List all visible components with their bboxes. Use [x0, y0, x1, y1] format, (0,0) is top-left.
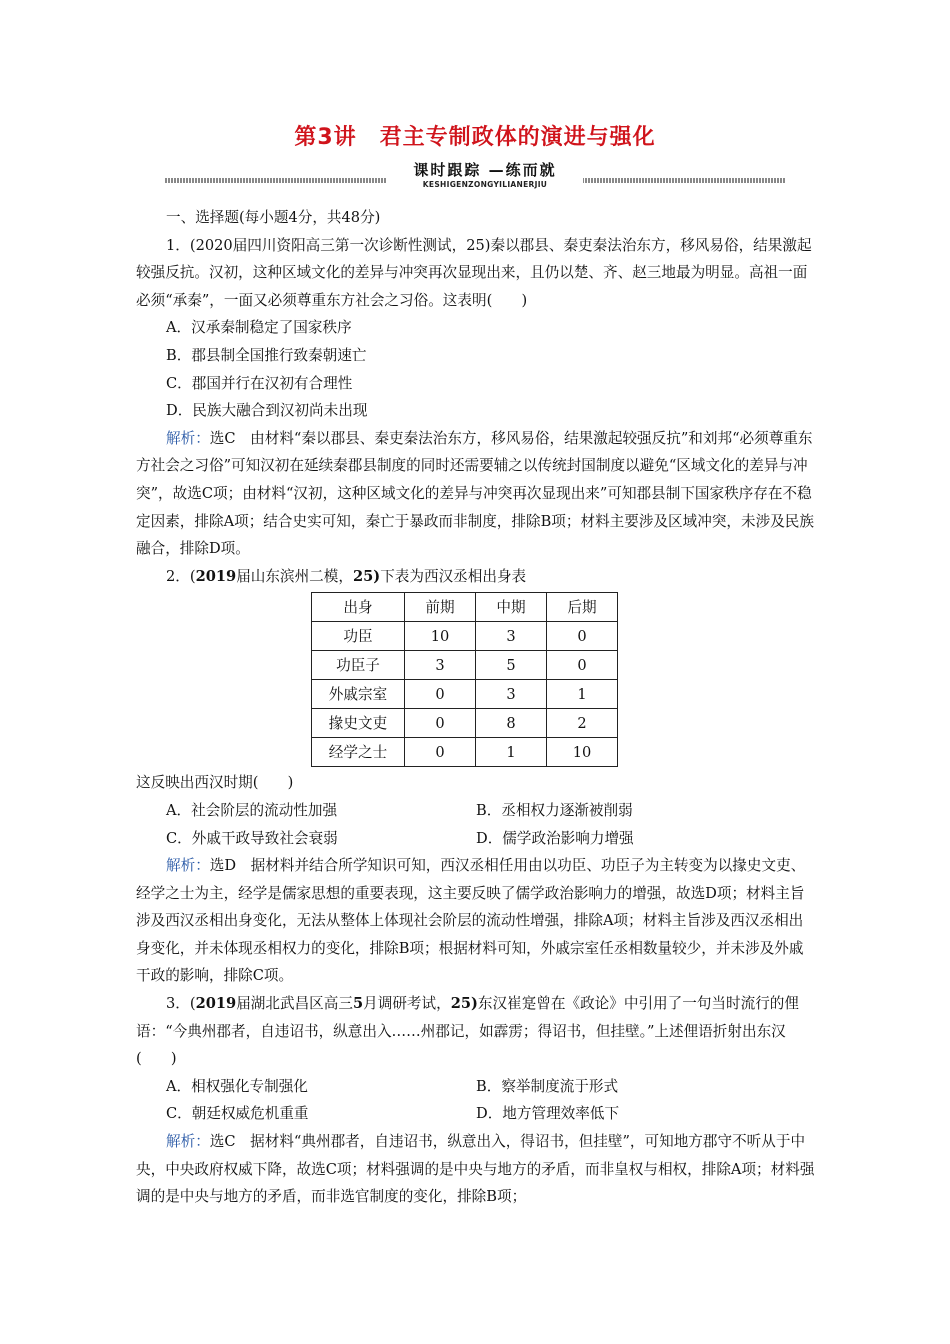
- table-cell: 5: [476, 651, 547, 680]
- table-cell: 1: [547, 680, 618, 709]
- banner-label: [387, 161, 583, 191]
- question-1-stem: 1．(2020届四川资阳高三第一次诊断性测试，25)秦以郡县、秦吏秦法治东方，移风易俗，结果激起较强反抗。汉初，这种区域文化的差异与冲突再次显现出来，且仍以楚、齐、赵三地最为明显。高祖一面必须“承秦”，一面又必须尊重东方社会之习俗。这表明( ): [136, 236, 812, 309]
- page-title: 第3讲 君主专制政体的演进与强化: [294, 125, 656, 150]
- table-cell: 掾史文吏: [312, 709, 405, 738]
- table-cell: 8: [476, 709, 547, 738]
- section-heading: 一、选择题(每小题4分，共48分): [166, 209, 381, 226]
- q3-stem-part: 届湖北武昌区高三: [236, 995, 353, 1013]
- q3-stem-part: 东汉崔寔曾在《政论》中引用了一句当时流行的俚语：“今典州郡者，自违诏书，纵意出入……州郡记，如霹雳；得诏书，但挂壁。”上述俚语折射出东汉( ): [136, 995, 799, 1068]
- question-3-option-a: A．相权强化专制强化: [166, 1077, 308, 1095]
- table-cell: 0: [547, 622, 618, 651]
- q3-stem-year: 2019: [195, 995, 237, 1013]
- question-2-analysis-text: 选D 据材料并结合所学知识可知，西汉丞相任用由以功臣、功臣子为主转变为以掾史文吏、经学之士为主，经学是儒家思想的重要表现，这主要反映了儒学政治影响力的增强，故选D项；材料主旨涉及西汉丞相出身变化，无法从整体上体现社会阶层的流动性增强，排除A项；材料主旨涉及西汉丞相出身变化，并未体现丞相权力的变化，排除B项；根据材料可知，外戚宗室任丞相数量较少，并未涉及外戚干政的影响，排除C项。: [136, 857, 806, 985]
- table-row: [312, 709, 618, 738]
- question-2-options-row-2: [136, 825, 816, 853]
- q3-stem-part: 3．(: [166, 995, 196, 1013]
- question-2-options-row-1: [136, 797, 816, 825]
- table-header-cell: 出身: [312, 593, 405, 622]
- table-cell: 0: [547, 651, 618, 680]
- q2-stem-part: 2．(: [166, 567, 196, 585]
- document-body: [136, 204, 816, 1211]
- q3-stem-part: 月调研考试，: [363, 995, 451, 1013]
- table-cell: 10: [405, 622, 476, 651]
- chancellor-origin-table: [311, 592, 618, 767]
- table-cell: 功臣: [312, 622, 405, 651]
- question-1-option-c: C．郡国并行在汉初有合理性: [166, 374, 353, 392]
- question-1-analysis-text: 选C 由材料“秦以郡县、秦吏秦法治东方，移风易俗，结果激起较强反抗”和刘邦“必须尊重东方社会之习俗”可知汉初在延续秦郡县制度的同时还需要辅之以传统封国制度以避免“区域文化的差异与冲突”，故选C项；由材料“汉初，这种区域文化的差异与冲突再次显现出来”可知郡县制下国家秩序存在不稳定因素，排除A项；结合史实可知，秦亡于暴政而非制度，排除B项；材料主要涉及区域冲突，未涉及民族融合，排除D项。: [136, 429, 814, 558]
- question-2-option-a: A．社会阶层的流动性加强: [166, 801, 338, 819]
- question-1-option-d: D．民族大融合到汉初尚未出现: [166, 402, 368, 420]
- table-cell: 3: [476, 622, 547, 651]
- question-1-analysis: [136, 425, 816, 563]
- table-cell: 10: [547, 738, 618, 767]
- question-2-option-c: C．外戚干政导致社会衰弱: [166, 829, 338, 847]
- question-2-prompt: 这反映出西汉时期( ): [136, 774, 294, 792]
- question-3-analysis: [136, 1128, 816, 1211]
- q2-stem-year: 2019: [195, 567, 237, 585]
- table-header-cell: 前期: [405, 593, 476, 622]
- table-cell: 经学之士: [312, 738, 405, 767]
- question-2-analysis: [136, 852, 816, 990]
- table-cell: 0: [405, 738, 476, 767]
- analysis-label: 解析：: [166, 857, 210, 875]
- analysis-label: 解析：: [166, 1133, 210, 1151]
- table-cell: 功臣子: [312, 651, 405, 680]
- table-cell: 0: [405, 680, 476, 709]
- table-cell: 3: [405, 651, 476, 680]
- table-cell: 2: [547, 709, 618, 738]
- question-1-option-a: A．汉承秦制稳定了国家秩序: [166, 319, 352, 337]
- question-3-options-row-2: [136, 1100, 816, 1128]
- q2-stem-part: 届山东滨州二模，: [236, 567, 353, 585]
- table-row: [312, 738, 618, 767]
- q2-stem-number: 25): [352, 567, 381, 585]
- question-2-stem: [136, 563, 816, 591]
- section-banner: [165, 161, 785, 195]
- question-3-analysis-text: 选C 据材料“典州郡者，自违诏书，纵意出入，得诏书，但挂壁”，可知地方郡守不听从于中央，中央政府权威下降，故选C项；材料强调的是中央与地方的矛盾，而非皇权与相权，排除A项；材料强调的是中央与地方的矛盾，而非选官制度的变化，排除B项；: [136, 1133, 815, 1206]
- table-row: [312, 651, 618, 680]
- q2-stem-part: 下表为西汉丞相出身表: [380, 567, 527, 585]
- question-2-option-b: B．丞相权力逐渐被削弱: [476, 801, 633, 819]
- question-3-option-c: C．朝廷权威危机重重: [166, 1105, 309, 1123]
- question-3-option-b: B．察举制度流于形式: [476, 1077, 619, 1095]
- table-cell: 外戚宗室: [312, 680, 405, 709]
- table-header-row: [312, 593, 618, 622]
- banner-title: 课时跟踪 —练而就: [413, 161, 557, 179]
- q3-stem-month: 5: [352, 995, 364, 1013]
- question-3-stem: [136, 990, 816, 1073]
- table-cell: 3: [476, 680, 547, 709]
- question-1-option-b: B．郡县制全国推行致秦朝速亡: [166, 346, 367, 364]
- question-2-option-d: D．儒学政治影响力增强: [476, 829, 634, 847]
- table-cell: 1: [476, 738, 547, 767]
- analysis-label: 解析：: [166, 429, 210, 447]
- question-3-option-d: D．地方管理效率低下: [476, 1105, 620, 1123]
- table-row: [312, 622, 618, 651]
- banner-subtitle: KESHIGENZONGYILIANERJIU: [422, 180, 548, 189]
- question-3-options-row-1: [136, 1073, 816, 1101]
- table-row: [312, 680, 618, 709]
- q3-stem-number: 25): [450, 995, 478, 1013]
- table-header-cell: 中期: [476, 593, 547, 622]
- table-header-cell: 后期: [547, 593, 618, 622]
- table-cell: 0: [405, 709, 476, 738]
